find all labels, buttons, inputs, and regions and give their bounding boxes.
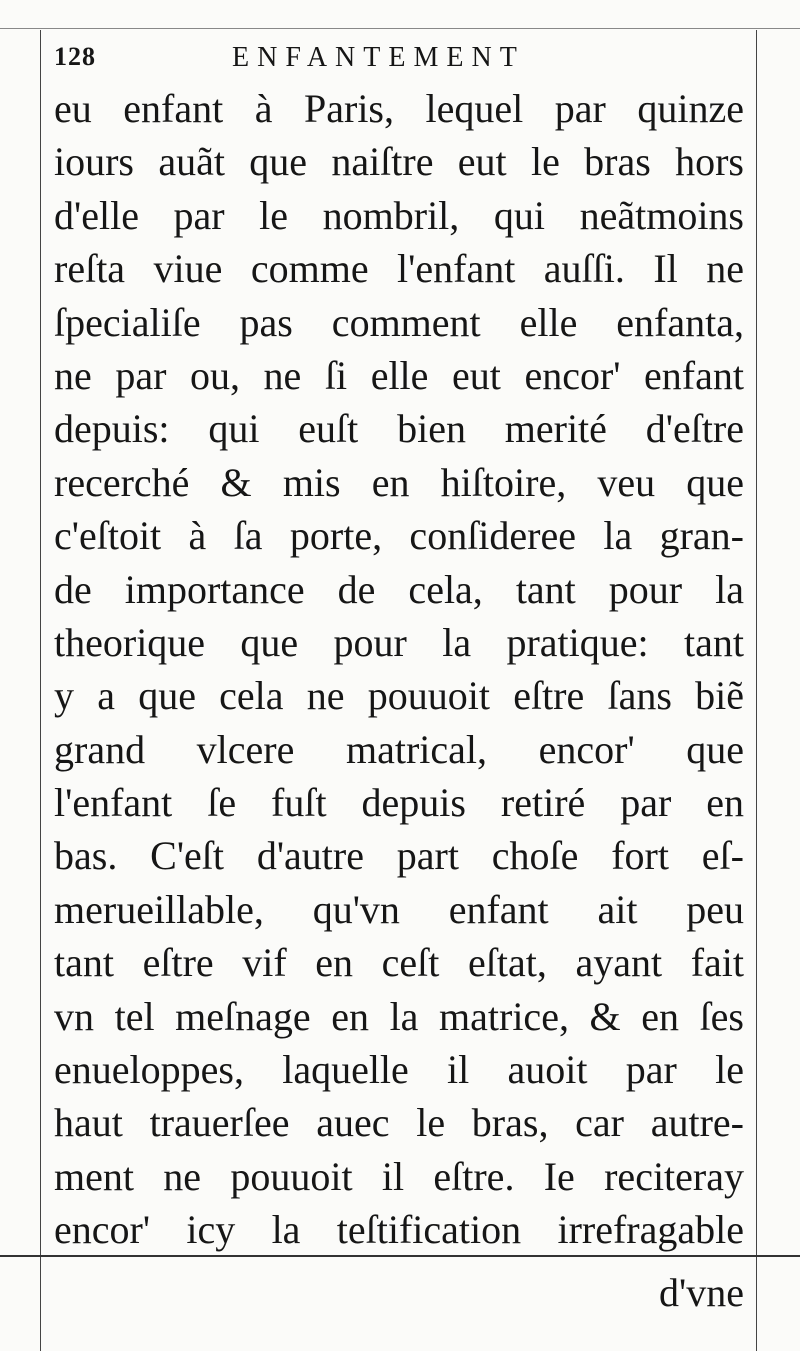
text-line: ne par ou, ne ſi elle eut encor' enfant xyxy=(54,352,744,398)
text-line: vn tel meſnage en la matrice, & en ſes xyxy=(54,993,744,1039)
text-line: ment ne pouuoit il eſtre. Ie reciteray xyxy=(54,1153,744,1199)
text-line: encor' icy la teſtification irrefragable xyxy=(54,1207,744,1253)
text-line: merueillable, qu'vn enfant ait peu xyxy=(54,886,744,932)
top-edge-line xyxy=(0,28,800,29)
left-margin-rule xyxy=(40,30,41,1351)
text-line: theorique que pour la pratique: tant xyxy=(54,619,744,665)
text-line: y a que cela ne pouuoit eſtre ſans biẽ xyxy=(54,673,744,719)
right-margin-rule xyxy=(756,30,757,1351)
page-header xyxy=(54,42,744,82)
text-line: iours auãt que naiſtre eut le bras hors xyxy=(54,139,744,185)
text-line: eu enfant à Paris, lequel par quinze xyxy=(54,86,744,131)
text-line: grand vlcere matrical, encor' que xyxy=(54,726,744,772)
text-line: de importance de cela, tant pour la xyxy=(54,566,744,612)
text-line: enueloppes, laquelle il auoit par le xyxy=(54,1047,744,1093)
text-line: c'eſtoit à ſa porte, conſideree la gran- xyxy=(54,513,744,559)
page-number: 128 xyxy=(54,42,96,71)
running-head: ENFANTEMENT xyxy=(232,42,525,73)
catchword: d'vne xyxy=(659,1270,744,1315)
text-line: haut trauerſee auec le bras, car autre- xyxy=(54,1100,744,1146)
text-line: reſta viue comme l'enfant auſſi. Il ne xyxy=(54,246,744,292)
text-line: d'elle par le nombril, qui neãtmoins xyxy=(54,192,744,238)
text-line: l'enfant ſe fuſt depuis retiré par en xyxy=(54,780,744,826)
text-line: ſpecialiſe pas comment elle enfanta, xyxy=(54,299,744,345)
text-line: tant eſtre vif en ceſt eſtat, ayant fait xyxy=(54,940,744,986)
body-text xyxy=(54,82,744,1257)
text-line: recerché & mis en hiſtoire, veu que xyxy=(54,459,744,505)
text-line: bas. C'eſt d'autre part choſe fort eſ- xyxy=(54,833,744,879)
text-line: depuis: qui euſt bien merité d'eſtre xyxy=(54,406,744,452)
